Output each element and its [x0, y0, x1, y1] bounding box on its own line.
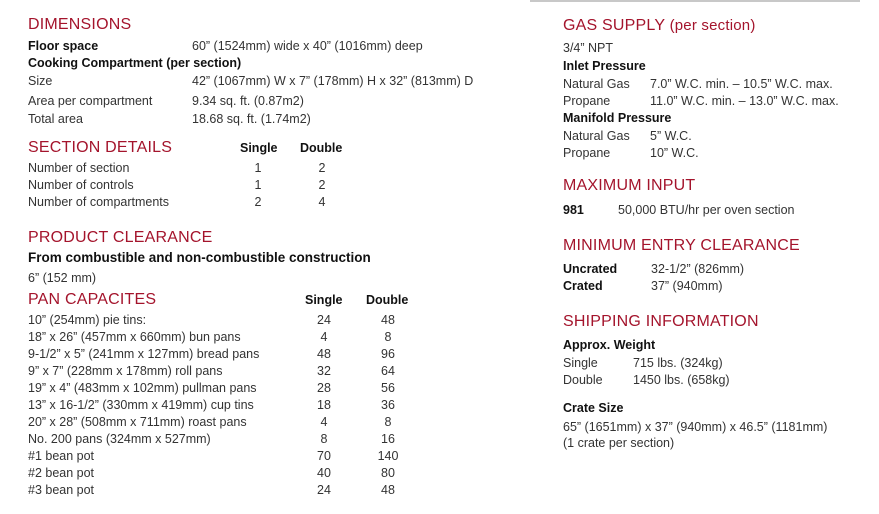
table-cell-double: 4 — [318, 195, 326, 209]
table-row-label: Number of controls — [28, 178, 134, 192]
pan-single-header: Single — [305, 293, 343, 307]
area-value: 9.34 sq. ft. (0.87m2) — [192, 94, 304, 108]
inlet-pressure-label: Inlet Pressure — [563, 59, 646, 73]
pan-cell-single: 70 — [317, 449, 331, 463]
weight-double-value: 1450 lbs. (658kg) — [633, 373, 730, 387]
pan-cell-double: 64 — [381, 364, 395, 378]
floor-space-label: Floor space — [28, 39, 99, 53]
pan-row-label: 13” x 16-1/2” (330mm x 419mm) cup tins — [28, 398, 254, 412]
approx-weight-label: Approx. Weight — [563, 338, 656, 352]
pan-cell-double: 36 — [381, 398, 395, 412]
table-cell-double: 2 — [318, 161, 326, 175]
total-area-value: 18.68 sq. ft. (1.74m2) — [192, 112, 311, 126]
maximum-input-model: 981 — [563, 203, 584, 217]
crate-size-label: Crate Size — [563, 401, 624, 415]
pan-cell-single: 48 — [317, 347, 331, 361]
pan-cell-double: 96 — [381, 347, 395, 361]
pan-cell-double: 80 — [381, 466, 395, 480]
inlet-propane-label: Propane — [563, 94, 611, 108]
pan-cell-double: 48 — [381, 483, 395, 497]
minimum-entry-heading: MINIMUM ENTRY CLEARANCE — [563, 237, 800, 254]
pan-row-label: 10” (254mm) pie tins: — [28, 313, 147, 327]
weight-single-label: Single — [563, 356, 598, 370]
table-cell-single: 2 — [254, 195, 262, 209]
gas-supply-title: GAS SUPPLY — [563, 17, 665, 34]
pan-row-label: 19” x 4” (483mm x 102mm) pullman pans — [28, 381, 257, 395]
manifold-propane-label: Propane — [563, 146, 611, 160]
pan-cell-single: 28 — [317, 381, 331, 395]
pan-cell-double: 8 — [384, 415, 392, 429]
table-cell-single: 1 — [254, 178, 262, 192]
crate-note: (1 crate per section) — [563, 436, 675, 450]
size-label: Size — [28, 74, 53, 88]
manifold-natural-gas-value: 5” W.C. — [650, 129, 692, 143]
table-row-label: Number of section — [28, 161, 130, 175]
cooking-compartment-label: Cooking Compartment (per section) — [28, 56, 242, 70]
inlet-propane-value: 11.0” W.C. min. – 13.0” W.C. max. — [650, 94, 839, 108]
pan-row-label: 18” x 26” (457mm x 660mm) bun pans — [28, 330, 241, 344]
maximum-input-heading: MAXIMUM INPUT — [563, 177, 696, 194]
pan-cell-single: 40 — [317, 466, 331, 480]
inlet-natural-gas-value: 7.0” W.C. min. – 10.5” W.C. max. — [650, 77, 833, 91]
weight-double-label: Double — [563, 373, 603, 387]
uncrated-value: 32-1/2” (826mm) — [651, 262, 745, 276]
pan-double-header: Double — [366, 293, 409, 307]
pan-row-label: #1 bean pot — [28, 449, 95, 463]
shipping-heading: SHIPPING INFORMATION — [563, 313, 759, 330]
manifold-propane-value: 10” W.C. — [650, 146, 699, 160]
pan-cell-single: 24 — [317, 313, 331, 327]
crated-label: Crated — [563, 279, 603, 293]
inlet-natural-gas-label: Natural Gas — [563, 77, 630, 91]
uncrated-label: Uncrated — [563, 262, 618, 276]
area-label: Area per compartment — [28, 94, 153, 108]
table-row-label: Number of compartments — [28, 195, 170, 209]
section-double-header: Double — [300, 141, 343, 155]
table-cell-single: 1 — [254, 161, 262, 175]
pan-capacities-heading: PAN CAPACITES — [28, 291, 157, 308]
pan-cell-single: 8 — [320, 432, 328, 446]
section-details-heading: SECTION DETAILS — [28, 139, 173, 156]
pan-cell-double: 16 — [381, 432, 395, 446]
pan-cell-double: 56 — [381, 381, 395, 395]
manifold-pressure-label: Manifold Pressure — [563, 111, 672, 125]
pan-row-label: No. 200 pans (324mm x 527mm) — [28, 432, 211, 446]
pan-cell-single: 32 — [317, 364, 331, 378]
pan-cell-double: 48 — [381, 313, 395, 327]
weight-single-value: 715 lbs. (324kg) — [633, 356, 723, 370]
section-single-header: Single — [240, 141, 278, 155]
product-clearance-heading: PRODUCT CLEARANCE — [28, 229, 213, 246]
size-value: 42” (1067mm) W x 7” (178mm) H x 32” (813mm) D — [192, 74, 474, 88]
crated-value: 37” (940mm) — [651, 279, 723, 293]
pan-row-label: 20” x 28” (508mm x 711mm) roast pans — [28, 415, 247, 429]
pan-row-label: #2 bean pot — [28, 466, 95, 480]
top-divider — [530, 0, 860, 2]
pan-cell-single: 24 — [317, 483, 331, 497]
product-clearance-value: 6” (152 mm) — [28, 271, 97, 285]
pan-cell-double: 140 — [377, 449, 399, 463]
pan-cell-single: 4 — [320, 330, 328, 344]
pan-cell-single: 18 — [317, 398, 331, 412]
pan-cell-double: 8 — [384, 330, 392, 344]
floor-space-value: 60” (1524mm) wide x 40” (1016mm) deep — [192, 39, 423, 53]
pan-row-label: 9” x 7” (228mm x 178mm) roll pans — [28, 364, 223, 378]
pan-row-label: 9-1/2” x 5” (241mm x 127mm) bread pans — [28, 347, 260, 361]
manifold-natural-gas-label: Natural Gas — [563, 129, 630, 143]
pan-cell-single: 4 — [320, 415, 328, 429]
table-cell-double: 2 — [318, 178, 326, 192]
dimensions-heading: DIMENSIONS — [28, 16, 132, 33]
gas-npt: 3/4” NPT — [563, 41, 614, 55]
total-area-label: Total area — [28, 112, 83, 126]
pan-row-label: #3 bean pot — [28, 483, 95, 497]
gas-supply-suffix: (per section) — [669, 17, 756, 34]
gas-supply-heading — [563, 18, 756, 34]
crate-size-value: 65” (1651mm) x 37” (940mm) x 46.5” (1181mm) — [563, 420, 828, 434]
product-clearance-subheading: From combustible and non-combustible construction — [28, 250, 371, 265]
maximum-input-value: 50,000 BTU/hr per oven section — [618, 203, 795, 217]
